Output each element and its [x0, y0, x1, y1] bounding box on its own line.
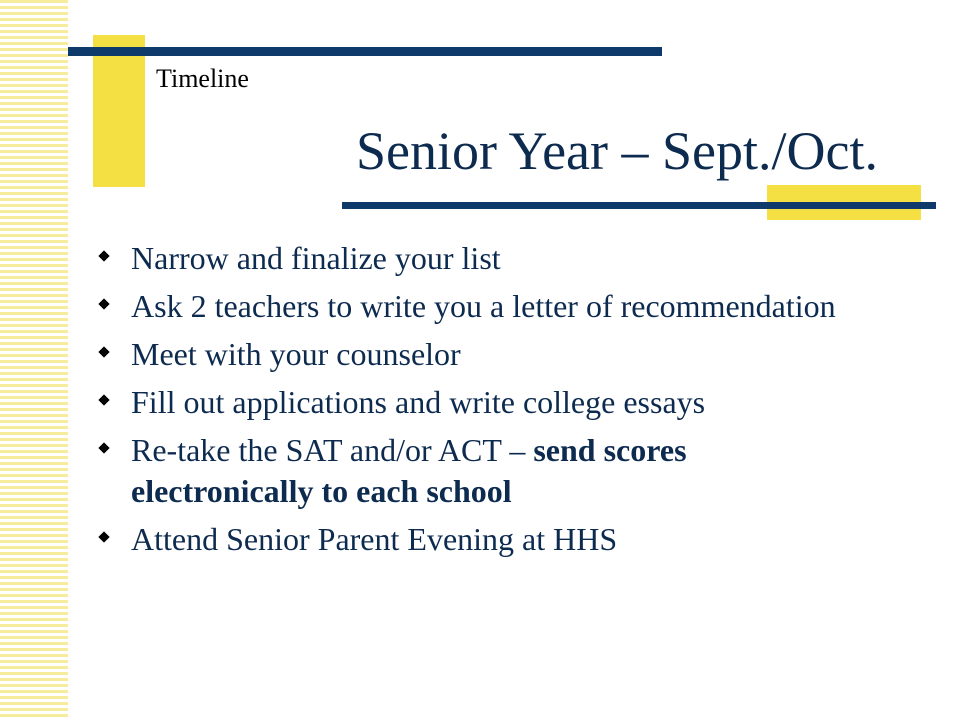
bullet-text: Meet with your counselor: [131, 336, 461, 372]
bullet-item: [98, 334, 858, 375]
bullet-text: Ask 2 teachers to write you a letter of recommendation: [131, 288, 836, 324]
bullet-text: Attend Senior Parent Evening at HHS: [131, 521, 618, 557]
bullet-item: [98, 430, 858, 512]
bullet-item: [98, 382, 858, 423]
bullet-item: [98, 519, 858, 560]
bullet-text: Fill out applications and write college essays: [131, 384, 706, 420]
slide-title: Senior Year – Sept./Oct.: [356, 121, 878, 181]
bullet-bold-text: send scores electronically to each school: [131, 432, 687, 509]
bullet-text: Re-take the SAT and/or ACT –: [131, 432, 534, 468]
bullet-item: [98, 286, 858, 327]
bullet-text: Narrow and finalize your list: [131, 240, 501, 276]
decorative-stripes: [0, 0, 68, 720]
diamond-bullet-icon: [98, 531, 109, 542]
diamond-bullet-icon: [98, 250, 109, 261]
diamond-bullet-icon: [98, 298, 109, 309]
title-underline: [342, 202, 936, 209]
top-rule: [68, 47, 662, 56]
bullet-list: [98, 238, 858, 567]
bullet-item: [98, 238, 858, 279]
diamond-bullet-icon: [98, 394, 109, 405]
section-label: Timeline: [156, 64, 249, 93]
diamond-bullet-icon: [98, 346, 109, 357]
diamond-bullet-icon: [98, 442, 109, 453]
decorative-yellow-block: [93, 35, 145, 187]
